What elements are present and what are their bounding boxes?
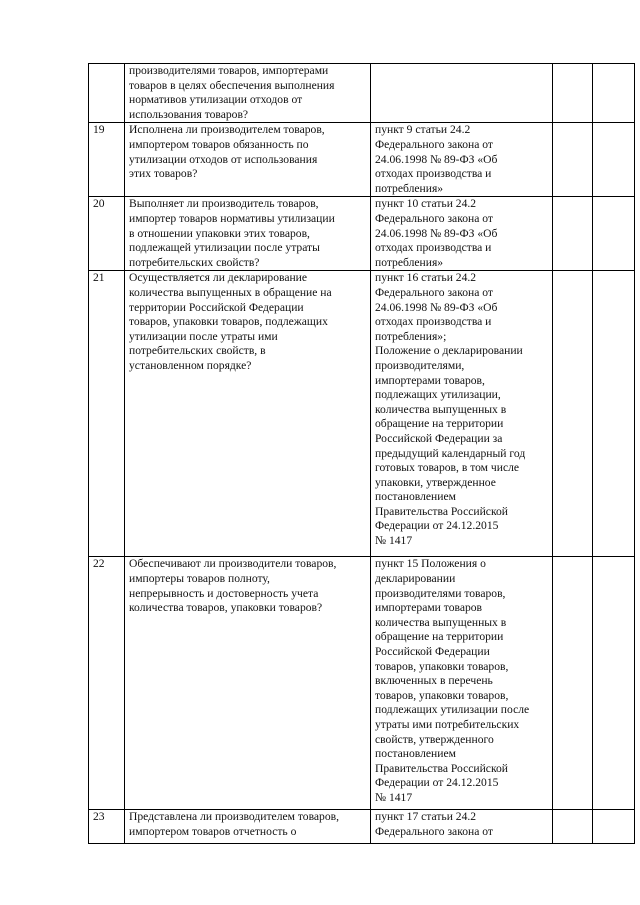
table-row [89, 557, 635, 810]
answer-cell [553, 271, 593, 557]
note-cell [593, 123, 635, 197]
legal-basis-cell: пункт 9 статьи 24.2 Федерального закона от 24.06.1998 № 89-ФЗ «Об отходах производства и потребления» [371, 123, 553, 197]
table-row [89, 64, 635, 123]
note-cell [593, 64, 635, 123]
answer-cell [553, 557, 593, 810]
row-number: 23 [89, 810, 125, 844]
row-number: 20 [89, 197, 125, 271]
legal-basis-cell: пункт 16 статьи 24.2 Федерального закона от 24.06.1998 № 89-ФЗ «Об отходах производства и потребления»; Положение о декларировании производителями, импортерами товаров, подлежащих утилизации, количества выпущенных в обращение на территории Российской Федерации за предыдущий календарный год готовых товаров, в том числе упаковки, утвержденное постановлением Правительства Российской Федерации от 24.12.2015 № 1417 [371, 271, 553, 557]
legal-basis-cell [371, 64, 553, 123]
question-cell: Представлена ли производителем товаров, импортером товаров отчетность о [125, 810, 371, 844]
note-cell [593, 197, 635, 271]
checklist-table [88, 63, 635, 844]
answer-cell [553, 123, 593, 197]
legal-basis-cell: пункт 17 статьи 24.2 Федерального закона от [371, 810, 553, 844]
table-row [89, 197, 635, 271]
table-row [89, 810, 635, 844]
answer-cell [553, 197, 593, 271]
table-row [89, 271, 635, 557]
question-cell: Осуществляется ли декларирование количества выпущенных в обращение на территории Российской Федерации товаров, упаковки товаров, подлежащих утилизации после утраты ими потребительских свойств, в установленном порядке? [125, 271, 371, 557]
row-number: 22 [89, 557, 125, 810]
question-cell: Выполняет ли производитель товаров, импортер товаров нормативы утилизации в отношении упаковки этих товаров, подлежащей утилизации после утраты потребительских свойств? [125, 197, 371, 271]
note-cell [593, 271, 635, 557]
row-number: 21 [89, 271, 125, 557]
question-cell: Обеспечивают ли производители товаров, импортеры товаров полноту, непрерывность и достоверность учета количества товаров, упаковки товаров? [125, 557, 371, 810]
row-number [89, 64, 125, 123]
question-cell: производителями товаров, импортерами товаров в целях обеспечения выполнения нормативов утилизации отходов от использования товаров? [125, 64, 371, 123]
legal-basis-cell: пункт 15 Положения о декларировании производителями товаров, импортерами товаров количества выпущенных в обращение на территории Российской Федерации товаров, упаковки товаров, включенных в перечень товаров, упаковки товаров, подлежащих утилизации после утраты ими потребительских свойств, утвержденного постановлением Правительства Российской Федерации от 24.12.2015 № 1417 [371, 557, 553, 810]
table-row [89, 123, 635, 197]
legal-basis-cell: пункт 10 статьи 24.2 Федерального закона от 24.06.1998 № 89-ФЗ «Об отходах производства и потребления» [371, 197, 553, 271]
note-cell [593, 557, 635, 810]
answer-cell [553, 810, 593, 844]
row-number: 19 [89, 123, 125, 197]
note-cell [593, 810, 635, 844]
answer-cell [553, 64, 593, 123]
question-cell: Исполнена ли производителем товаров, импортером товаров обязанность по утилизации отходов от использования этих товаров? [125, 123, 371, 197]
